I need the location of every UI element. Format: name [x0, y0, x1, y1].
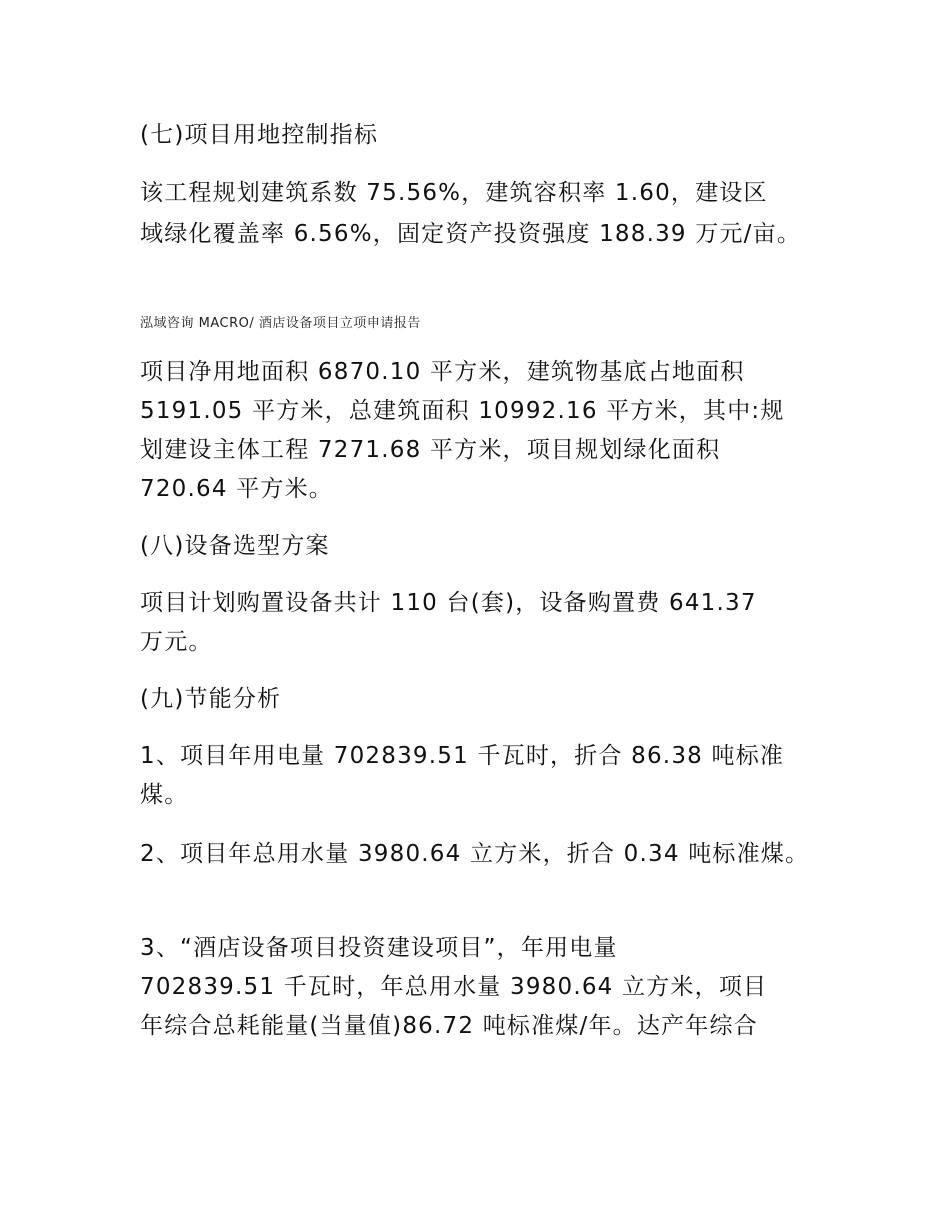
section-heading-energy: (九)节能分析	[140, 686, 282, 712]
page-header: 泓域咨询 MACRO/ 酒店设备项目立项申请报告	[140, 316, 421, 331]
paragraph-line: 划建设主体工程 7271.68 平方米，项目规划绿化面积	[140, 437, 721, 463]
paragraph-line: 720.64 平方米。	[140, 476, 333, 502]
paragraph-line: 项目净用地面积 6870.10 平方米，建筑物基底占地面积	[140, 359, 745, 385]
paragraph-line: 万元。	[140, 629, 213, 655]
section-heading-equipment: (八)设备选型方案	[140, 533, 330, 559]
paragraph-line: 域绿化覆盖率 6.56%，固定资产投资强度 188.39 万元/亩。	[140, 221, 802, 247]
section-heading-land-control: (七)项目用地控制指标	[140, 122, 379, 148]
paragraph-line: 5191.05 平方米，总建筑面积 10992.16 平方米，其中:规	[140, 398, 785, 424]
paragraph-line: 项目计划购置设备共计 110 台(套)，设备购置费 641.37	[140, 590, 757, 616]
list-item: 1、项目年用电量 702839.51 千瓦时，折合 86.38 吨标准	[140, 743, 785, 769]
list-item-continuation: 年综合总耗能量(当量值)86.72 吨标准煤/年。达产年综合	[140, 1013, 758, 1039]
list-item-continuation: 煤。	[140, 782, 189, 808]
list-item-continuation: 702839.51 千瓦时，年总用水量 3980.64 立方米，项目	[140, 974, 768, 1000]
list-item: 3、“酒店设备项目投资建设项目”，年用电量	[140, 935, 618, 961]
list-item: 2、项目年总用水量 3980.64 立方米，折合 0.34 吨标准煤。	[140, 841, 810, 867]
paragraph-line: 该工程规划建筑系数 75.56%，建筑容积率 1.60，建设区	[140, 180, 768, 206]
